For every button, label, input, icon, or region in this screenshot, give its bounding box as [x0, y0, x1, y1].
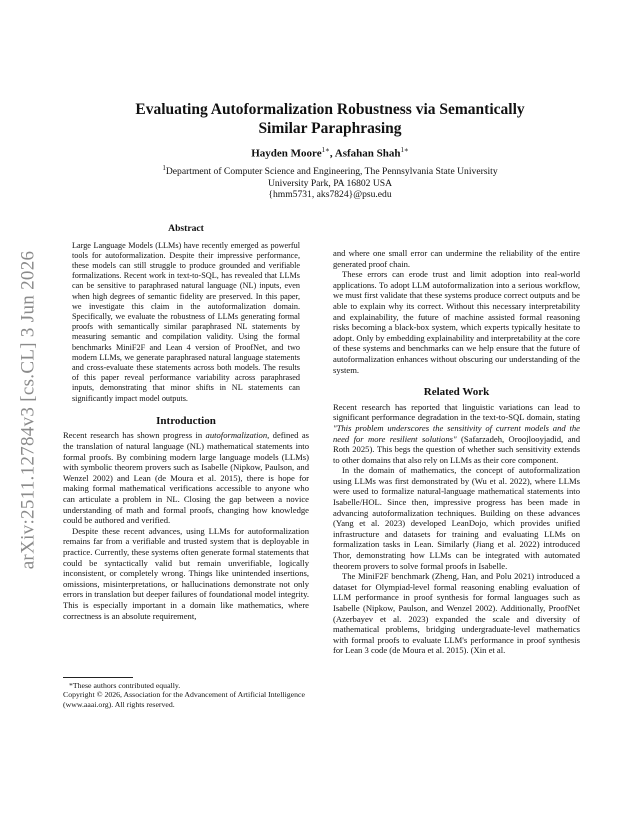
arxiv-identifier	[8, 210, 48, 610]
related-p1-start: Recent research has reported that linguistic variations can lead to significant performance degradation in the text-to-SQL domain, stating	[333, 401, 580, 423]
author-name: Asfahan Shah	[334, 147, 401, 160]
intro-p1-start: Recent research has shown progress in	[63, 430, 206, 441]
right-column	[333, 248, 580, 656]
left-column	[63, 224, 309, 621]
footnote-equal-contribution: *These authors contributed equally.	[69, 681, 181, 690]
author-mark: 1∗	[400, 146, 409, 154]
intro-paragraph-3: These errors can erode trust and limit adoption into real-world applications. To adopt LLM autoformalization into a serious workflow, we must first validate that these systems produce correct outputs and be able to explain why its correct. Without this necessary interpretability and explainability, the future of machine assisted formal reasoning risks becoming a black-box system, which experts typically hesitate to adopt. Only by embedding explainability and interpretability at the core of these systems and benchmarks can we help ensure that the future of autoformalization enhances without obscuring our understanding of the system.	[333, 269, 580, 375]
related-p1-end: (Safarzadeh, Oroojlooyjadid, and Roth 2025). This begs the question of whether such sensitivity extends to other domains that also rely on LLMs as their core component.	[333, 433, 580, 465]
author-separator: ,	[329, 147, 335, 160]
related-paragraph-1	[333, 402, 580, 466]
intro-paragraph-2: Despite these recent advances, using LLMs for autoformalization remains far from a verifiable and trusted system that is deployable in practice. Currently, these systems often generate formal statements that could be syntactically valid but remain unverifiable, logically inconsistent, or completely wrong. Things like unintended insertions, omissions, misinterpretations, or hallucinations demonstrate not only errors in translation but deeper failures of foundational model integrity. This is especially important in a domain like mathematics, where correctness is an absolute requirement,	[63, 525, 309, 621]
abstract-text: Large Language Models (LLMs) have recently emerged as powerful tools for autoformalization. Despite their impressive performance, these models can still struggle to produce grounded and verifiable formalizations. Recent work in text-to-SQL, has revealed that LLMs can be sensitive to paraphrased natural language (NL) inputs, even when high degrees of semantic fidelity are preserved. In this paper, we investigate this claim in the autoformalization domain. Specifically, we evaluate the robustness of LLMs generating formal proofs with semantically similar paraphrased NL statements by measuring semantic and compilation validity. Using the formal benchmarks MiniF2F and Lean 4 version of ProofNet, and two modern LLMs, we generate paraphrased natural language statements and cross-evaluate these statements across both models. The results of this paper reveal performance variability across paraphrased inputs, demonstrating that minor shifts in NL statements can significantly impact model outputs.	[72, 240, 300, 403]
author-mark: 1∗	[321, 146, 330, 154]
intro-p1-emphasis: autoformalization	[205, 430, 268, 441]
intro-paragraph-2-continued: and where one small error can undermine the reliability of the entire generated proof chain.	[333, 248, 580, 269]
footnote-rule	[63, 677, 133, 678]
related-paragraph-3: The MiniF2F benchmark (Zheng, Han, and Polu 2021) introduced a dataset for Olympiad-level formal reasoning enabling evaluation of LLM performance in proof synthesis for formal languages such as Isabelle (Nipkow, Paulson, and Wenzel 2002). Additionally, ProofNet (Azerbayev et al. 2023) expanded the scale and diversity of mathematical problems, bridging undergraduate-level mathematics with formal proofs to evaluate LLM's performance in proof synthesis for Lean 3 code (de Moura et al. 2015). (Xin et al.	[333, 571, 580, 656]
related-p1-quote: "This problem underscores the sensitivity of current models and the need for more resilient solutions"	[333, 422, 580, 444]
footnotes	[63, 677, 309, 709]
related-work-heading: Related Work	[423, 386, 490, 399]
affiliation-address: University Park, PA 16802 USA	[267, 177, 393, 189]
affiliation-emails: {hmm5731, aks7824}@psu.edu	[268, 189, 392, 201]
author-list	[100, 146, 560, 160]
author-name: Hayden Moore	[251, 147, 322, 160]
affiliation	[100, 163, 560, 201]
paper-title	[100, 100, 560, 138]
abstract-heading: Abstract	[168, 223, 204, 234]
affiliation-dept: Department of Computer Science and Engineering, The Pennsylvania State University	[165, 166, 498, 178]
related-paragraph-2: In the domain of mathematics, the concept of autoformalization using LLMs was first demonstrated by (Wu et al. 2022), where LLMs were used to formalize natural-language mathematical statements into Isabelle/HOL. Since then, impressive progress has been made in advancing autoformalization techniques. Building on these advances (Yang et al. 2023) developed LeanDojo, which provides unified infrastructure and datasets for training and evaluating LLMs on formalization tasks in Lean. Similarly (Jiang et al. 2022) introduced Thor, demonstrating how LLMs can be integrated with automated theorem provers to solve formal proofs in Isabelle.	[333, 465, 580, 571]
intro-p1-end: , defined as the translation of natural language (NL) mathematical statements into formal proofs. By combining modern large language models (LLMs) with symbolic theorem provers such as Isabelle (Nipkow, Paulson, and Wenzel 2002) and Lean (de Moura et al. 2015), there is hope for making formal mathematical verifications accessible to anyone who can articulate a problem in NL. Closing the gap between a novice understanding of math and formal proofs, changing how knowledge could be authored and verified.	[63, 430, 309, 526]
intro-paragraph-1	[63, 430, 309, 525]
title-line-1: Evaluating Autoformalization Robustness via Semantically	[135, 101, 525, 118]
title-line-2: Similar Paraphrasing	[258, 120, 402, 137]
introduction-heading: Introduction	[156, 414, 216, 427]
arxiv-id-text: arXiv:2511.12784v3 [cs.CL] 3 Jun 2026	[17, 250, 38, 570]
affiliation-mark: 1	[162, 164, 166, 172]
copyright-notice: Copyright © 2026, Association for the Advancement of Artificial Intelligence (www.aaai.org). All rights reserved.	[63, 690, 305, 709]
